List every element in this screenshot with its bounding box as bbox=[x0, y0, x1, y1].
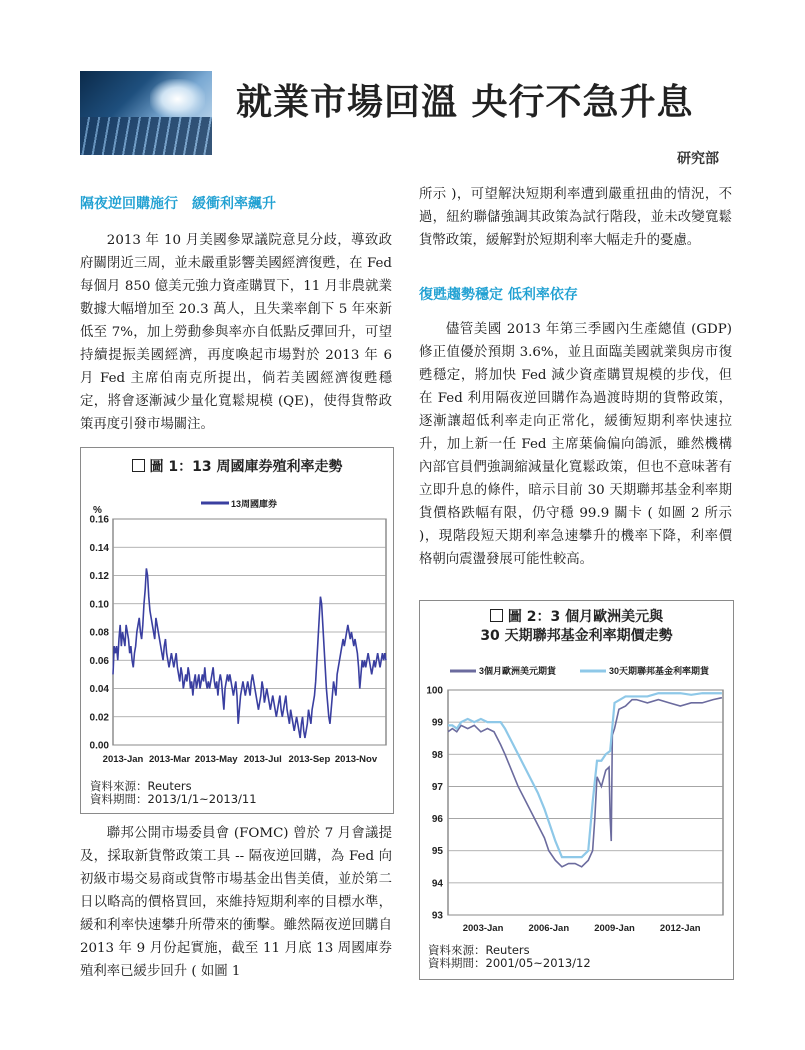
chart-1-legend-label: 13周國庫券 bbox=[231, 499, 278, 509]
paragraph-continuation: 所示 )，可望解決短期利率遭到嚴重扭曲的情況，不過，紐約聯儲強調其政策為試行階段，並未改變寬鬆貨幣政策，緩解對於短期利率大幅走升的憂慮。 bbox=[419, 187, 732, 248]
department-label: 研究部 bbox=[677, 151, 719, 167]
chart-1-y-axis-label: % bbox=[93, 505, 102, 516]
chart-2-y-tick-label: 98 bbox=[431, 749, 443, 761]
chart-1-y-tick-label: 0.08 bbox=[89, 627, 109, 639]
chart-1-x-tick-label: 2013-Jan bbox=[102, 754, 144, 765]
header-image bbox=[80, 71, 212, 155]
chart-1-x-tick-label: 2013-Jul bbox=[243, 754, 282, 765]
chart-1-y-tick-label: 0.00 bbox=[89, 740, 109, 752]
header-image-glow bbox=[150, 79, 205, 119]
chart-1-y-tick-label: 0.10 bbox=[89, 599, 109, 611]
chart-1-y-tick-label: 0.06 bbox=[89, 655, 109, 667]
chart-1-y-tick-label: 0.04 bbox=[89, 684, 109, 695]
chart-2-source: 資料來源：Reuters bbox=[428, 943, 530, 957]
chart-2-x-tick-label: 2003-Jan bbox=[462, 923, 504, 934]
page-title: 就業市場回溫 央行不急升息 bbox=[236, 82, 694, 123]
chart-2-y-tick-label: 94 bbox=[431, 878, 443, 890]
chart-2-y-tick-label: 96 bbox=[431, 814, 443, 826]
chart-1-y-tick-label: 0.16 bbox=[89, 514, 109, 526]
paragraph-intro: 2013 年 10 月美國參眾議院意見分歧，導致政府關閉近三周，並未嚴重影響美國經濟復甦，在 Fed 每個月 850 億美元強力資產購買下，11 月非農就業數據大幅增加至 20.3 萬人，且失業率創下 5 年來新低至 7%，加上勞動參與率亦自低點反彈回升，可望持續提振美國經濟，再度喚起市場對於 2013 年 6 月 Fed 主席伯南克所提出，倘若美國經濟復甦穩定，將會逐漸減少量化寬鬆規模 (QE)，使得貨幣政策再度引發市場關注。 bbox=[80, 233, 392, 432]
chart-1-x-tick-label: 2013-Sep bbox=[288, 754, 331, 765]
chart-1-y-tick-label: 0.12 bbox=[89, 571, 109, 582]
chart-1-x-tick-label: 2013-Mar bbox=[148, 754, 191, 765]
chart-2-plot-frame bbox=[448, 690, 723, 915]
chart-2-legend-label-1: 3個月歐洲美元期貨 bbox=[479, 666, 557, 676]
chart-2-title bbox=[420, 608, 733, 646]
section-heading-reverse-repo: 隔夜逆回購施行 緩衝利率飆升 bbox=[80, 196, 276, 212]
chart-2-plot bbox=[420, 657, 733, 937]
chart-2-y-tick-label: 97 bbox=[431, 781, 443, 793]
chart-title-marker bbox=[490, 609, 503, 622]
chart-2-y-tick-label: 99 bbox=[431, 717, 443, 729]
chart-2-x-tick-label: 2009-Jan bbox=[594, 923, 635, 934]
chart-2-title-line2: 30 天期聯邦基金利率期價走勢 bbox=[480, 628, 673, 644]
chart-2-y-tick-label: 93 bbox=[431, 910, 443, 922]
chart-2-title-line1 bbox=[420, 608, 733, 627]
chart-title-marker bbox=[132, 459, 145, 472]
chart-2-x-tick-label: 2012-Jan bbox=[659, 923, 701, 934]
chart-1-title bbox=[81, 456, 393, 476]
chart-1-box bbox=[80, 447, 394, 814]
chart-1-source: 資料來源：Reuters bbox=[90, 779, 192, 793]
chart-2-title-line1-text: 圖 2：3 個月歐洲美元與 bbox=[507, 609, 664, 625]
chart-2-period: 資料期間：2001/05~2013/12 bbox=[428, 956, 591, 970]
header-image-keyboard bbox=[80, 117, 212, 155]
chart-1-x-tick-label: 2013-Nov bbox=[334, 754, 378, 765]
chart-1-y-tick-label: 0.02 bbox=[89, 712, 109, 724]
chart-1-y-tick-label: 0.14 bbox=[89, 542, 109, 554]
chart-2-legend-label-2: 30天期聯邦基金利率期貨 bbox=[609, 666, 710, 676]
paragraph-gdp: 儘管美國 2013 年第三季國內生產總值 (GDP) 修正值優於預期 3.6%，並且面臨美國就業與房市復甦穩定，將加快 Fed 減少資產購買規模的步伐，但在 Fed 利用隔夜逆回購作為過渡時期的貨幣政策，逐漸讓超低利率走向正常化，緩衝短期利率快速拉升，加上新一任 Fed 主席葉倫偏向鴿派，雖然機構內部官員們強調縮減量化寬鬆政策，但也不意味著有立即升息的條件，暗示目前 30 天期聯邦基金利率期貨價格跌幅有限，仍守穩 99.9 關卡 ( 如圖 2 所示 )，現階段短天期利率急速攀升的機率下降，利率價格朝向震盪發展可能性較高。 bbox=[419, 322, 732, 567]
chart-1-period: 資料期間：2013/1/1~2013/11 bbox=[90, 792, 257, 806]
paragraph-fomc: 聯邦公開市場委員會 (FOMC) 曾於 7 月會議提及，採取新貨幣政策工具 -- 隔夜逆回購，為 Fed 向初級市場交易商或貨幣市場基金出售美債，並於第二日以略高的價格買回，來維持短期利率的目標水準，緩和利率快速攀升所帶來的衝擊。雖然隔夜逆回購自 2013 年 9 月份起實施，截至 11 月底 13 周國庫券殖利率已緩步回升 ( 如圖 1 bbox=[80, 826, 392, 979]
chart-1-title-text: 圖 1：13 周國庫券殖利率走勢 bbox=[149, 459, 343, 475]
chart-1-plot bbox=[81, 488, 393, 788]
section-heading-recovery: 復甦趨勢穩定 低利率依存 bbox=[419, 287, 578, 303]
chart-2-x-tick-label: 2006-Jan bbox=[528, 923, 570, 934]
chart-2-y-tick-label: 95 bbox=[431, 846, 443, 858]
chart-2-y-tick-label: 100 bbox=[426, 685, 443, 697]
chart-2-box bbox=[419, 600, 734, 980]
chart-1-x-tick-label: 2013-May bbox=[194, 754, 238, 765]
